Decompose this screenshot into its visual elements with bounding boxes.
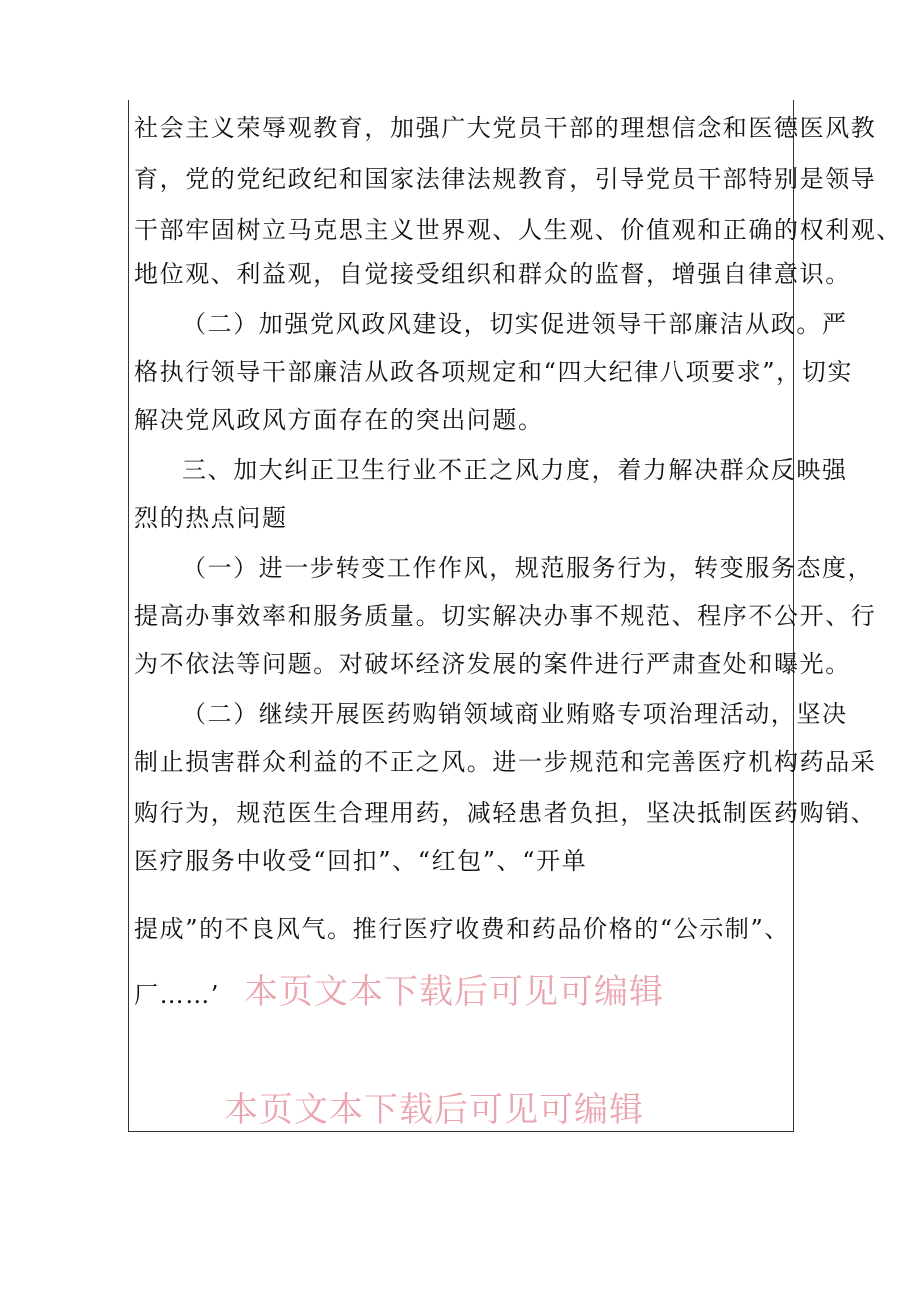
body-line-1: 社会主义荣辱观教育，加强广大党员干部的理想信念和医德医风教 <box>134 114 877 142</box>
body-line-4: 地位观、利益观，自觉接受组织和群众的监督，增强自律意识。 <box>134 260 851 288</box>
body-line-17: 提成”的不良风气。推行医疗收费和药品价格的“公示制”、 <box>134 915 791 943</box>
section-heading-line-2: 烈的热点问题 <box>134 504 288 532</box>
watermark-text-1: 本页文本下载后可见可编辑 <box>244 972 664 1012</box>
body-line-16: 医疗服务中收受“回扣”、“红包”、“开单 <box>134 847 588 875</box>
body-line-6: 格执行领导干部廉洁从政各项规定和“四大纪律八项要求”，切实 <box>134 358 853 386</box>
section-heading-line-1: 三、加大纠正卫生行业不正之风力度，着力解决群众反映强 <box>182 456 848 484</box>
body-line-13: （二）继续开展医药购销领域商业贿赂专项治理活动，坚决 <box>182 700 848 728</box>
body-line-18: 厂……’ <box>134 981 221 1009</box>
body-line-5: （二）加强党风政风建设，切实促进领导干部廉洁从政。严 <box>182 310 848 338</box>
body-line-7: 解决党风政风方面存在的突出问题。 <box>134 406 544 434</box>
watermark-text-2: 本页文本下载后可见可编辑 <box>224 1090 644 1130</box>
body-line-15: 购行为，规范医生合理用药，减轻患者负担，坚决抵制医药购销、 <box>134 799 877 827</box>
body-line-14: 制止损害群众利益的不正之风。进一步规范和完善医疗机构药品采 <box>134 748 877 776</box>
body-line-11: 提高办事效率和服务质量。切实解决办事不规范、程序不公开、行 <box>134 602 877 630</box>
body-line-10: （一）进一步转变工作作风，规范服务行为，转变服务态度， <box>182 554 874 582</box>
body-line-3: 干部牢固树立马克思主义世界观、人生观、价值观和正确的权利观、 <box>134 216 902 244</box>
body-line-2: 育，党的党纪政纪和国家法律法规教育，引导党员干部特别是领导 <box>134 165 877 193</box>
body-line-12: 为不依法等问题。对破坏经济发展的案件进行严肃查处和曝光。 <box>134 650 851 678</box>
